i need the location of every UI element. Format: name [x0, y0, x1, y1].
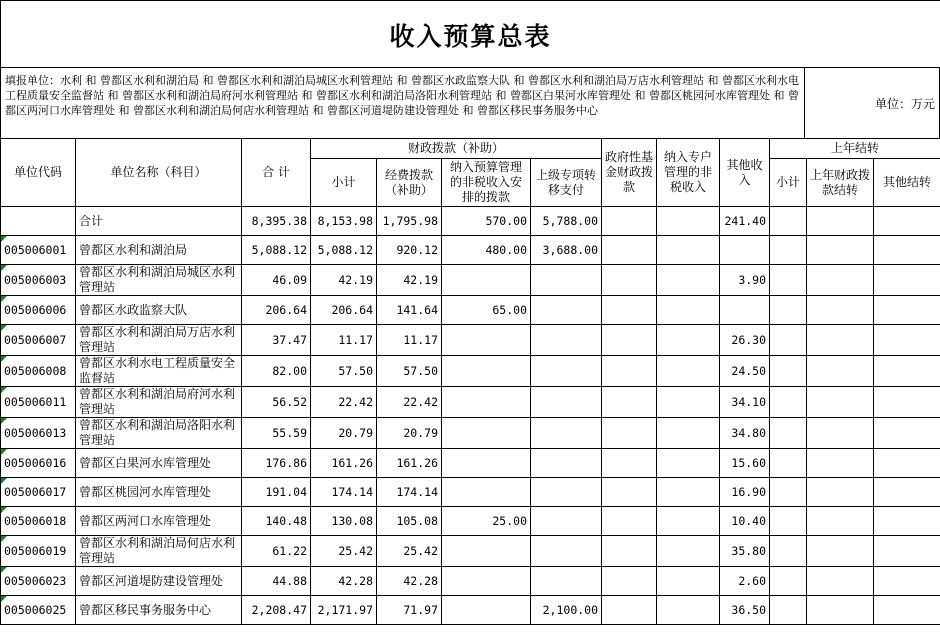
cell-subtotal: 8,153.98: [311, 207, 377, 236]
cell-name: 合计: [76, 207, 242, 236]
cell-carry-other: [874, 507, 940, 536]
cell-carry-subtotal: [770, 387, 807, 418]
cell-total: 176.86: [242, 449, 311, 478]
cell-subtotal: 11.17: [311, 325, 377, 356]
cell-code: 005006001: [1, 236, 76, 265]
cell-gov-fund: [602, 296, 657, 325]
cell-carry-other: [874, 596, 940, 625]
cell-carry-other: [874, 449, 940, 478]
cell-total: 61.22: [242, 536, 311, 567]
table-row: [1, 507, 940, 536]
cell-operating: 20.79: [377, 418, 442, 449]
cell-code: 005006007: [1, 325, 76, 356]
cell-carry-subtotal: [770, 356, 807, 387]
header-carry-other: 其他结转: [874, 159, 940, 207]
table-row: [1, 265, 940, 296]
cell-special: [657, 418, 720, 449]
cell-subtotal: 130.08: [311, 507, 377, 536]
cell-gov-fund: [602, 536, 657, 567]
cell-total: 82.00: [242, 356, 311, 387]
cell-code: 005006017: [1, 478, 76, 507]
cell-subtotal: 42.19: [311, 265, 377, 296]
cell-nontax: 65.00: [442, 296, 531, 325]
cell-superior: 2,100.00: [531, 596, 602, 625]
cell-total: 140.48: [242, 507, 311, 536]
cell-other-income: [720, 236, 770, 265]
cell-code: 005006011: [1, 387, 76, 418]
header-gov-fund: 政府性基金财政拨款: [602, 139, 657, 207]
cell-carry-fiscal: [807, 356, 874, 387]
cell-name: 曾都区移民事务服务中心: [76, 596, 242, 625]
cell-carry-other: [874, 567, 940, 596]
cell-code: 005006019: [1, 536, 76, 567]
cell-nontax: [442, 265, 531, 296]
cell-superior: [531, 478, 602, 507]
cell-superior: [531, 507, 602, 536]
header-subtotal: 小计: [311, 159, 377, 207]
cell-carry-fiscal: [807, 507, 874, 536]
cell-gov-fund: [602, 356, 657, 387]
cell-carry-subtotal: [770, 596, 807, 625]
cell-other-income: 3.90: [720, 265, 770, 296]
cell-operating: 11.17: [377, 325, 442, 356]
header-carry-group: 上年结转: [770, 139, 940, 159]
cell-other-income: 16.90: [720, 478, 770, 507]
cell-special: [657, 536, 720, 567]
cell-carry-other: [874, 536, 940, 567]
cell-gov-fund: [602, 265, 657, 296]
cell-subtotal: 20.79: [311, 418, 377, 449]
table-row: [1, 356, 940, 387]
cell-carry-fiscal: [807, 596, 874, 625]
cell-carry-fiscal: [807, 265, 874, 296]
cell-carry-fiscal: [807, 236, 874, 265]
table-row: [1, 567, 940, 596]
cell-gov-fund: [602, 596, 657, 625]
cell-total: 2,208.47: [242, 596, 311, 625]
cell-nontax: [442, 567, 531, 596]
cell-operating: 920.12: [377, 236, 442, 265]
cell-superior: [531, 418, 602, 449]
cell-special: [657, 567, 720, 596]
income-budget-table: [0, 138, 940, 625]
cell-code: 005006006: [1, 296, 76, 325]
cell-carry-fiscal: [807, 449, 874, 478]
cell-carry-subtotal: [770, 567, 807, 596]
table-row: [1, 449, 940, 478]
cell-special: [657, 296, 720, 325]
cell-nontax: [442, 356, 531, 387]
cell-carry-subtotal: [770, 325, 807, 356]
cell-total: 56.52: [242, 387, 311, 418]
cell-total: 55.59: [242, 418, 311, 449]
cell-carry-fiscal: [807, 418, 874, 449]
table-row: [1, 478, 940, 507]
cell-code: 005006025: [1, 596, 76, 625]
cell-carry-subtotal: [770, 478, 807, 507]
cell-carry-other: [874, 387, 940, 418]
cell-nontax: [442, 536, 531, 567]
table-row: [1, 418, 940, 449]
cell-special: [657, 596, 720, 625]
cell-name: 曾都区水政监察大队: [76, 296, 242, 325]
cell-operating: 25.42: [377, 536, 442, 567]
header-carry-subtotal: 小计: [770, 159, 807, 207]
cell-carry-subtotal: [770, 507, 807, 536]
cell-operating: 1,795.98: [377, 207, 442, 236]
cell-carry-subtotal: [770, 449, 807, 478]
cell-nontax: 570.00: [442, 207, 531, 236]
cell-gov-fund: [602, 325, 657, 356]
cell-operating: 141.64: [377, 296, 442, 325]
cell-carry-other: [874, 207, 940, 236]
cell-code: 005006018: [1, 507, 76, 536]
header-total: 合 计: [242, 139, 311, 207]
cell-operating: 71.97: [377, 596, 442, 625]
cell-name: 曾都区水利水电工程质量安全监督站: [76, 356, 242, 387]
cell-carry-other: [874, 356, 940, 387]
cell-carry-other: [874, 325, 940, 356]
cell-name: 曾都区水利和湖泊局: [76, 236, 242, 265]
cell-other-income: 35.80: [720, 536, 770, 567]
cell-special: [657, 236, 720, 265]
cell-nontax: [442, 596, 531, 625]
cell-gov-fund: [602, 236, 657, 265]
cell-gov-fund: [602, 387, 657, 418]
cell-nontax: 25.00: [442, 507, 531, 536]
cell-name: 曾都区水利和湖泊局洛阳水利管理站: [76, 418, 242, 449]
cell-total: 37.47: [242, 325, 311, 356]
cell-other-income: 34.80: [720, 418, 770, 449]
table-row: [1, 207, 940, 236]
cell-carry-subtotal: [770, 536, 807, 567]
cell-nontax: [442, 418, 531, 449]
header-fiscal-group: 财政拨款（补助）: [311, 139, 602, 159]
cell-carry-other: [874, 478, 940, 507]
cell-code: 005006016: [1, 449, 76, 478]
cell-special: [657, 478, 720, 507]
cell-other-income: 241.40: [720, 207, 770, 236]
table-row: [1, 596, 940, 625]
cell-other-income: 10.40: [720, 507, 770, 536]
cell-other-income: 15.60: [720, 449, 770, 478]
cell-other-income: 36.50: [720, 596, 770, 625]
cell-carry-fiscal: [807, 567, 874, 596]
header-operating: 经费拨款（补助）: [377, 159, 442, 207]
table-row: [1, 296, 940, 325]
cell-gov-fund: [602, 207, 657, 236]
cell-gov-fund: [602, 478, 657, 507]
cell-total: 5,088.12: [242, 236, 311, 265]
cell-special: [657, 265, 720, 296]
cell-special: [657, 449, 720, 478]
cell-special: [657, 507, 720, 536]
header-superior: 上级专项转移支付: [531, 159, 602, 207]
cell-operating: 161.26: [377, 449, 442, 478]
cell-carry-fiscal: [807, 478, 874, 507]
cell-gov-fund: [602, 507, 657, 536]
cell-superior: [531, 387, 602, 418]
cell-other-income: [720, 296, 770, 325]
cell-name: 曾都区水利和湖泊局何店水利管理站: [76, 536, 242, 567]
cell-operating: 22.42: [377, 387, 442, 418]
reporting-unit-info: 填报单位：水利 和 曾都区水利和湖泊局 和 曾都区水利和湖泊局城区水利管理站 和 曾都区水政监察大队 和 曾都区水利和湖泊局万店水利管理站 和 曾都区水利水电工程质量安全监督站 和 曾都区水利和湖泊局府河水利管理站 和 曾都区水利和湖泊局洛阳水利管理站 和 曾都区白果河水库管理处 和 曾都区桃园河水库管理处 和 曾都区两河口水库管理处 和 曾都区水利和湖泊局何店水利管理站 和 曾都区河道堤防建设管理处 和 曾都区移民事务服务中心: [0, 67, 804, 138]
cell-superior: [531, 325, 602, 356]
cell-superior: [531, 567, 602, 596]
cell-total: 8,395.38: [242, 207, 311, 236]
cell-operating: 42.28: [377, 567, 442, 596]
cell-subtotal: 42.28: [311, 567, 377, 596]
cell-special: [657, 207, 720, 236]
cell-carry-other: [874, 418, 940, 449]
sheet-title: 收入预算总表: [0, 0, 940, 68]
cell-nontax: [442, 325, 531, 356]
cell-special: [657, 356, 720, 387]
table-row: [1, 236, 940, 265]
cell-superior: [531, 265, 602, 296]
cell-operating: 105.08: [377, 507, 442, 536]
header-other-income: 其他收入: [720, 139, 770, 207]
cell-subtotal: 161.26: [311, 449, 377, 478]
cell-superior: [531, 296, 602, 325]
cell-carry-fiscal: [807, 325, 874, 356]
cell-name: 曾都区河道堤防建设管理处: [76, 567, 242, 596]
cell-subtotal: 206.64: [311, 296, 377, 325]
cell-other-income: 24.50: [720, 356, 770, 387]
header-nontax: 纳入预算管理的非税收入安排的拨款: [442, 159, 531, 207]
cell-carry-subtotal: [770, 418, 807, 449]
table-row: [1, 325, 940, 356]
cell-carry-fiscal: [807, 296, 874, 325]
cell-subtotal: 57.50: [311, 356, 377, 387]
cell-carry-other: [874, 296, 940, 325]
cell-carry-subtotal: [770, 296, 807, 325]
cell-carry-fiscal: [807, 207, 874, 236]
cell-nontax: 480.00: [442, 236, 531, 265]
cell-superior: [531, 536, 602, 567]
cell-name: 曾都区水利和湖泊局府河水利管理站: [76, 387, 242, 418]
cell-special: [657, 387, 720, 418]
cell-total: 44.88: [242, 567, 311, 596]
cell-subtotal: 22.42: [311, 387, 377, 418]
cell-code: 005006023: [1, 567, 76, 596]
cell-nontax: [442, 478, 531, 507]
cell-operating: 42.19: [377, 265, 442, 296]
unit-label: 单位：万元: [804, 67, 940, 138]
header-special: 纳入专户管理的非税收入: [657, 139, 720, 207]
cell-other-income: 26.30: [720, 325, 770, 356]
cell-operating: 57.50: [377, 356, 442, 387]
header-code: 单位代码: [1, 139, 76, 207]
cell-carry-other: [874, 265, 940, 296]
cell-name: 曾都区两河口水库管理处: [76, 507, 242, 536]
cell-code: 005006013: [1, 418, 76, 449]
table-row: [1, 536, 940, 567]
cell-name: 曾都区白果河水库管理处: [76, 449, 242, 478]
cell-other-income: 2.60: [720, 567, 770, 596]
cell-carry-fiscal: [807, 536, 874, 567]
cell-special: [657, 325, 720, 356]
cell-gov-fund: [602, 418, 657, 449]
cell-name: 曾都区水利和湖泊局城区水利管理站: [76, 265, 242, 296]
cell-name: 曾都区桃园河水库管理处: [76, 478, 242, 507]
cell-code: 005006008: [1, 356, 76, 387]
cell-gov-fund: [602, 449, 657, 478]
cell-code: 005006003: [1, 265, 76, 296]
cell-subtotal: 174.14: [311, 478, 377, 507]
cell-code: [1, 207, 76, 236]
cell-superior: [531, 449, 602, 478]
cell-total: 46.09: [242, 265, 311, 296]
header-carry-fiscal: 上年财政拨款结转: [807, 159, 874, 207]
table-row: [1, 387, 940, 418]
cell-carry-other: [874, 236, 940, 265]
cell-carry-subtotal: [770, 265, 807, 296]
cell-operating: 174.14: [377, 478, 442, 507]
cell-superior: 5,788.00: [531, 207, 602, 236]
cell-carry-fiscal: [807, 387, 874, 418]
cell-total: 191.04: [242, 478, 311, 507]
cell-superior: 3,688.00: [531, 236, 602, 265]
header-name: 单位名称（科目）: [76, 139, 242, 207]
cell-subtotal: 5,088.12: [311, 236, 377, 265]
cell-total: 206.64: [242, 296, 311, 325]
cell-gov-fund: [602, 567, 657, 596]
cell-superior: [531, 356, 602, 387]
cell-subtotal: 2,171.97: [311, 596, 377, 625]
cell-nontax: [442, 387, 531, 418]
cell-nontax: [442, 449, 531, 478]
cell-carry-subtotal: [770, 236, 807, 265]
cell-name: 曾都区水利和湖泊局万店水利管理站: [76, 325, 242, 356]
cell-other-income: 34.10: [720, 387, 770, 418]
cell-subtotal: 25.42: [311, 536, 377, 567]
cell-carry-subtotal: [770, 207, 807, 236]
